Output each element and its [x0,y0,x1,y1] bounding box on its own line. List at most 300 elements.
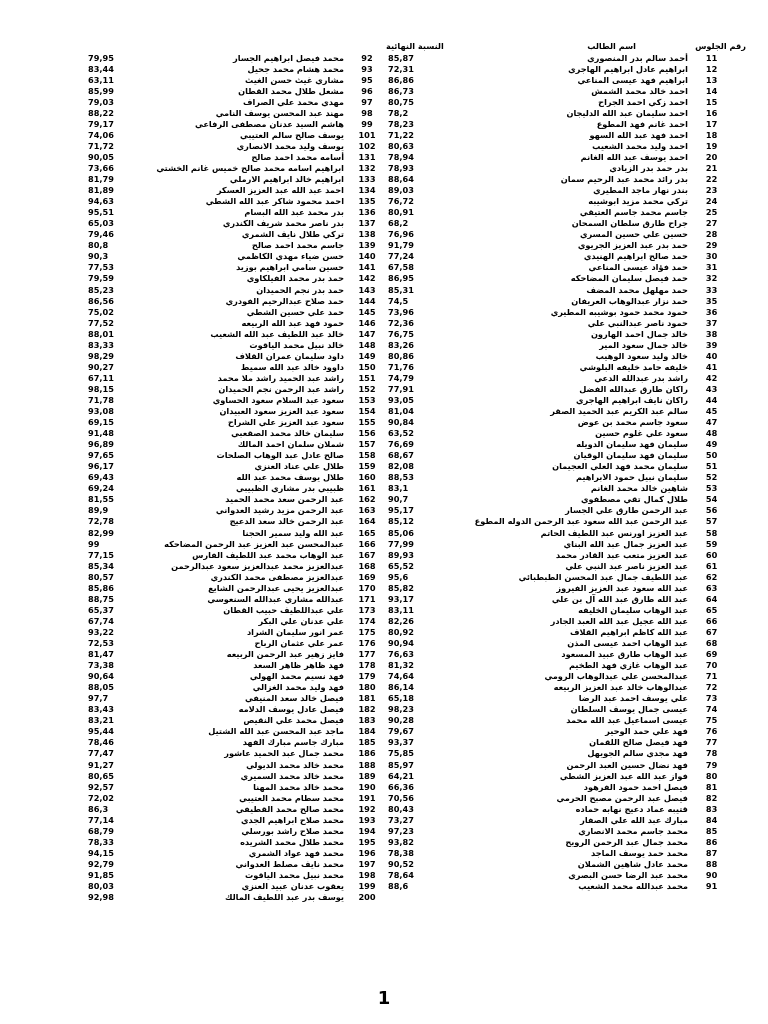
row-percentage: 76,75 [388,328,414,339]
row-percentage: 93,17 [388,593,414,604]
row-percentage: 92,98 [88,892,114,903]
row-seat-number: 182 [358,704,376,715]
table-row [88,107,384,118]
row-percentage: 79,95 [88,52,114,63]
table-row [386,858,751,869]
row-seat-number: 33 [705,284,718,295]
row-seat-number: 198 [358,869,376,880]
table-row [386,372,751,383]
table-row [88,637,384,648]
table-row [386,494,751,505]
row-student-name: علي عدنان علي البكر [258,615,344,626]
row-percentage: 88,6 [388,881,409,892]
header-percentage: النسبة النهائية [386,41,444,51]
row-seat-number: 82 [705,792,718,803]
row-seat-number: 31 [705,262,718,273]
table-row [386,273,751,284]
row-student-name: محمد خالد محمد السميري [240,770,344,781]
row-student-name: محمد نايف مصلط العدواني [235,858,344,869]
table-row [386,560,751,571]
table-row [88,185,384,196]
row-seat-number: 137 [358,218,376,229]
table-row [386,85,751,96]
row-student-name: عيسى اسماعيل عبد الله محمد [566,715,688,726]
table-row [88,218,384,229]
row-student-name: مهدي محمد علي الصراف [242,96,344,107]
table-row [386,715,751,726]
row-percentage: 93,82 [388,836,414,847]
row-percentage: 73,38 [88,660,114,671]
row-percentage: 81,55 [88,494,114,505]
row-seat-number: 45 [705,406,718,417]
row-seat-number: 161 [358,483,376,494]
row-student-name: محمد حمد يوسف الماجد [590,847,688,858]
row-seat-number: 132 [358,162,376,173]
table-row [386,218,751,229]
row-percentage: 77,47 [88,748,114,759]
table-header [386,40,751,52]
row-percentage: 96,89 [88,439,114,450]
row-seat-number: 86 [705,836,718,847]
row-student-name: حسين سامي ابراهيم بوزيد [236,262,344,273]
row-student-name: جاسم محمد احمد صالح [251,240,344,251]
row-student-name: بدر رائد محمد عبد الرحيم سمان [560,174,688,185]
row-student-name: محمد جمال عبد الحميد عاشور [224,748,344,759]
table-row [88,96,384,107]
row-student-name: عبد الله سعود عبد العزيز الفيروز [556,582,688,593]
table-row [88,770,384,781]
row-seat-number: 101 [358,129,376,140]
table-row [386,538,751,549]
row-seat-number: 79 [705,759,718,770]
row-percentage: 83,44 [88,63,114,74]
row-student-name: عبدالعزيز يحيى عبدالرحمن الشايع [208,582,344,593]
row-percentage: 72,02 [88,792,114,803]
row-seat-number: 38 [705,328,718,339]
table-row [386,869,751,880]
row-student-name: مهند عبد المحسن يوسف النامي [215,107,344,118]
table-row [88,748,384,759]
row-percentage: 95,44 [88,726,114,737]
row-percentage: 90,64 [88,671,114,682]
row-percentage: 79,03 [88,96,114,107]
row-percentage: 97,7 [88,693,109,704]
row-student-name: يوسف بدر عبد اللطيف المالك [224,892,344,903]
table-row [386,350,751,361]
row-percentage: 85,06 [388,527,414,538]
row-seat-number: 134 [358,185,376,196]
row-student-name: عمر علي عثمان الرباح [254,638,344,648]
row-percentage: 90,3 [88,251,109,262]
row-student-name: سعود عبد العزيز علي الشراح [227,417,344,428]
row-student-name: عبد الرحمن مزيد رشيد العدواني [215,505,344,516]
table-row [88,660,384,671]
page-number: 1 [377,988,391,1009]
row-percentage: 65,03 [88,218,114,229]
row-seat-number: 174 [358,615,376,626]
row-seat-number: 141 [358,262,376,273]
row-percentage: 72,53 [88,638,114,648]
table-row [386,428,751,439]
row-percentage: 76,69 [388,439,414,450]
table-row [88,406,384,417]
row-student-name: حمد صالح ابراهيم الهنيدي [583,251,688,262]
row-percentage: 88,53 [388,472,414,483]
row-percentage: 71,22 [388,129,414,140]
row-student-name: عبدالمحسن عبد العزيز عبد الرحمن المضاحكه [164,538,344,549]
row-student-name: عبد الله طارق عبد الله آل بن علي [551,593,688,604]
row-seat-number: 175 [358,626,376,637]
row-student-name: ابراهيم خالد ابراهيم الارملي [229,174,344,185]
row-student-name: عبد الله عجيل عبد الله العبد الجادر [550,615,688,626]
row-percentage: 72,36 [388,317,414,328]
row-student-name: عبد العزيز جمال عبد الله البناي [563,538,688,549]
row-percentage: 71,76 [388,361,414,372]
table-row [386,682,751,693]
table-row [88,560,384,571]
row-student-name: طلال علي عناد العنزي [254,461,344,472]
row-seat-number: 197 [358,858,376,869]
row-seat-number: 148 [358,339,376,350]
row-seat-number: 135 [358,196,376,207]
row-seat-number: 47 [705,417,718,428]
table-row [88,825,384,836]
table-row [88,649,384,660]
table-row [88,273,384,284]
table-row [88,428,384,439]
row-student-name: فهد نضال حسين العبد الرحمن [566,759,688,770]
table-row [386,185,751,196]
row-student-name: محمد خالد محمد المهنا [253,781,344,792]
table-row [386,229,751,240]
row-seat-number: 80 [705,770,718,781]
row-student-name: فايز زهير عبد الرحمن الربيعه [226,649,344,660]
row-student-name: عبد العزيز ناصر عبد النبي علي [565,560,688,571]
table-row [386,881,751,892]
row-seat-number: 140 [358,251,376,262]
table-row [88,229,384,240]
row-student-name: محمد عادل شاهين الشملان [577,858,688,869]
table-row [386,847,751,858]
row-seat-number: 43 [705,383,718,394]
table-row [88,869,384,880]
row-student-name: ابراهيم اسامه محمد صالح خميس غانم الخشتي [156,162,344,173]
row-student-name: محمد عبد الرضا حسن البصري [568,869,688,880]
row-seat-number: 69 [705,649,718,660]
row-seat-number: 185 [358,737,376,748]
row-percentage: 69,24 [88,483,114,494]
row-percentage: 81,04 [388,406,414,417]
row-seat-number: 99 [361,118,373,129]
row-student-name: داود سليمان عمران القلاف [235,350,344,361]
row-seat-number: 93 [361,63,373,74]
row-percentage: 77,53 [88,262,114,273]
row-seat-number: 196 [358,847,376,858]
row-seat-number: 27 [705,218,718,229]
row-student-name: عبد الوهاب غازي فهد الطخيم [568,660,688,671]
row-student-name: هاشم السيد عدنان مصطفى الرفاعي [195,118,344,129]
row-student-name: حسن ضياء مهدي الكاظمي [237,251,344,262]
row-percentage: 89,93 [388,549,414,560]
row-student-name: سليمان خالد محمد الصقعبي [231,428,344,439]
table-row [88,759,384,770]
right-rows [386,52,751,892]
table-row [88,129,384,140]
row-percentage: 67,11 [88,372,114,383]
row-percentage: 76,63 [388,649,414,660]
row-percentage: 90,84 [388,417,414,428]
row-seat-number: 171 [358,593,376,604]
row-percentage: 98,23 [388,704,414,715]
table-row [88,792,384,803]
row-student-name: عبدالله مشاري عبدالله السنعوسي [207,593,344,604]
row-student-name: يوسف وليد محمد الانصاري [236,140,344,151]
row-seat-number: 190 [358,781,376,792]
row-percentage: 98,29 [88,350,114,361]
row-student-name: محمد عبدالله محمد الشعيب [578,881,688,892]
row-percentage: 78,64 [388,869,414,880]
row-percentage: 80,86 [388,350,414,361]
row-percentage: 85,97 [388,759,414,770]
row-student-name: طلال يوسف محمد عبد الله [236,472,344,483]
row-seat-number: 169 [358,571,376,582]
row-percentage: 77,52 [88,317,114,328]
row-student-name: عبد الوهاب سليمان الخليفه [578,604,688,615]
row-student-name: سعود جاسم محمد بن عوض [577,417,688,428]
row-percentage: 79,46 [88,229,114,240]
row-percentage: 85,31 [388,284,414,295]
table-row [386,107,751,118]
table-row [88,284,384,295]
row-seat-number: 62 [705,571,718,582]
table-row [386,615,751,626]
row-seat-number: 58 [705,527,718,538]
row-percentage: 74,79 [388,372,414,383]
table-row [386,748,751,759]
row-seat-number: 70 [705,660,718,671]
table-row [88,715,384,726]
table-row [88,549,384,560]
row-student-name: مبارك عبد الله علي الصفار [580,814,688,825]
row-seat-number: 76 [705,726,718,737]
row-seat-number: 51 [705,461,718,472]
row-seat-number: 156 [358,428,376,439]
row-student-name: حمد صلاح عبدالرحيم الفودري [225,295,344,306]
row-student-name: عبدالمحسن علي عبدالوهاب الرومي [544,671,688,682]
row-seat-number: 179 [358,671,376,682]
row-student-name: بدر محمد عبد الله البسام [244,207,344,218]
row-student-name: عبد الرحمن طارق علي الجسار [565,505,688,516]
table-row [88,505,384,516]
row-percentage: 66,36 [388,781,414,792]
row-student-name: سعود عبد العزيز سعود العبيدان [219,406,344,417]
table-row [386,593,751,604]
row-student-name: خليفه حامد خليفه البلوشي [579,361,688,372]
row-student-name: حمد فؤاد عيسى المناعي [588,262,688,273]
row-percentage: 91,85 [88,869,114,880]
row-seat-number: 147 [358,328,376,339]
table-row [386,251,751,262]
table-row [88,394,384,405]
row-student-name: جاسم محمد جاسم العتيقي [579,207,688,218]
row-percentage: 90,52 [388,858,414,869]
student-results-table-left [88,40,384,903]
row-percentage: 93,05 [388,394,414,405]
row-seat-number: 23 [705,185,718,196]
row-student-name: محمد سطام محمد العتيبي [239,792,344,803]
table-row [88,74,384,85]
row-student-name: شاهين خالد محمد الغانم [590,483,688,494]
row-student-name: علي عبداللطيف حبيب القطان [223,604,344,615]
row-seat-number: 81 [705,781,718,792]
row-student-name: فيصل احمد حمود الفرهود [583,781,688,792]
row-percentage: 95,17 [388,505,414,516]
row-student-name: يعقوب عدنان عبيد العنزي [241,881,344,892]
table-row [88,814,384,825]
row-student-name: محمد صالح محمد القطيفي [235,803,344,814]
table-row [386,637,751,648]
row-seat-number: 170 [358,582,376,593]
table-row [88,295,384,306]
table-row [88,836,384,847]
row-seat-number: 173 [358,604,376,615]
row-seat-number: 39 [705,339,718,350]
row-seat-number: 95 [361,74,373,85]
row-seat-number: 71 [705,671,718,682]
row-student-name: عبدالعزيز محمد عبدالعزيز سعود عبدالرحمن [171,560,344,571]
row-seat-number: 138 [358,229,376,240]
row-student-name: عبد الرحمن عبد الله سعود عبد الرحمن الدوله المطوع [474,516,688,527]
table-row [88,781,384,792]
row-percentage: 98,15 [88,383,114,394]
row-percentage: 95,51 [88,207,114,218]
row-seat-number: 145 [358,306,376,317]
row-student-name: محمد صلاح راشد بورسلي [241,825,344,836]
table-row [88,85,384,96]
row-student-name: فهد فيصل صالح اللقمان [589,737,688,748]
row-percentage: 63,11 [88,74,114,85]
row-percentage: 71,72 [88,140,114,151]
row-percentage: 79,59 [88,273,114,284]
row-student-name: عبد الوهاب طارق عبيد المسعود [561,649,688,660]
table-row [386,571,751,582]
table-row [386,461,751,472]
row-student-name: عبدالعزيز مصطفى محمد الكندري [210,571,344,582]
row-student-name: شملان سلمان احمد المالك [237,439,344,450]
row-seat-number: 143 [358,284,376,295]
row-seat-number: 50 [705,450,718,461]
table-row [386,649,751,660]
row-seat-number: 75 [705,715,718,726]
table-row [88,693,384,704]
row-seat-number: 152 [358,383,376,394]
table-row [386,549,751,560]
table-row [88,251,384,262]
row-percentage: 81,89 [88,185,114,196]
row-seat-number: 92 [361,52,373,63]
row-student-name: فيصل عبد الرحمن مصبح الحرمي [556,792,688,803]
row-percentage: 67,58 [388,262,414,273]
row-percentage: 90,7 [388,494,409,505]
table-row [386,96,751,107]
row-seat-number: 154 [358,406,376,417]
row-student-name: فهد مجدي سالم الجويهل [587,748,688,759]
row-seat-number: 30 [705,251,718,262]
row-percentage: 72,78 [88,516,114,527]
row-percentage: 82,08 [388,461,414,472]
table-row [386,262,751,273]
row-student-name: مشاري غيث حسن الغيث [245,74,344,85]
table-row [88,140,384,151]
row-seat-number: 20 [705,151,718,162]
row-percentage: 78,33 [88,836,114,847]
row-seat-number: 136 [358,207,376,218]
row-seat-number: 183 [358,715,376,726]
row-percentage: 86,73 [388,85,414,96]
row-seat-number: 52 [705,472,718,483]
row-student-name: تركي طلال نايف الشمري [241,229,344,240]
row-seat-number: 139 [358,240,376,251]
table-row [386,383,751,394]
table-row [386,814,751,825]
row-percentage: 80,91 [388,207,414,218]
row-percentage: 92,79 [88,858,114,869]
row-seat-number: 19 [705,140,718,151]
row-student-name: عبد الوهاب احمد عيسى المذن [567,638,688,648]
row-student-name: ماجد عبد المحسن عبد الله الشتيل [208,726,344,737]
row-seat-number: 133 [358,174,376,185]
row-student-name: مشعل طلال محمد القطان [238,85,344,96]
row-seat-number: 194 [358,825,376,836]
row-percentage: 65,18 [388,693,414,704]
row-student-name: حمود ناصر عبدالنبي علي [587,317,688,328]
row-seat-number: 162 [358,494,376,505]
row-seat-number: 167 [358,549,376,560]
row-seat-number: 177 [358,649,376,660]
row-seat-number: 159 [358,461,376,472]
row-seat-number: 48 [705,428,718,439]
row-percentage: 83,1 [388,483,409,494]
row-percentage: 77,14 [88,814,114,825]
row-seat-number: 60 [705,549,718,560]
row-student-name: عبد اللطيف جمال عبد المحسن الطبطبائي [518,571,688,582]
row-seat-number: 67 [705,626,718,637]
table-row [88,317,384,328]
row-student-name: سليمان نبيل حمود الابراهيم [575,472,688,483]
row-percentage: 88,64 [388,174,414,185]
row-student-name: فواز عبد الله عبد العزيز الشطي [559,770,688,781]
row-seat-number: 90 [705,869,718,880]
row-seat-number: 63 [705,582,718,593]
row-student-name: عبد الوهاب محمد عبد اللطيف الفارس [192,549,344,560]
row-seat-number: 42 [705,372,718,383]
table-row [386,162,751,173]
row-student-name: ابراهيم عادل ابراهيم الهاجري [568,63,688,74]
row-percentage: 76,96 [388,229,414,240]
row-student-name: داوود خالد عبد الله سميط [240,361,344,372]
row-seat-number: 144 [358,295,376,306]
table-row [88,737,384,748]
row-seat-number: 57 [705,516,718,527]
row-percentage: 77,99 [388,538,414,549]
table-row [88,516,384,527]
row-percentage: 76,72 [388,196,414,207]
row-seat-number: 188 [358,759,376,770]
table-row [88,339,384,350]
row-seat-number: 83 [705,803,718,814]
row-percentage: 80,65 [88,770,114,781]
row-seat-number: 178 [358,660,376,671]
